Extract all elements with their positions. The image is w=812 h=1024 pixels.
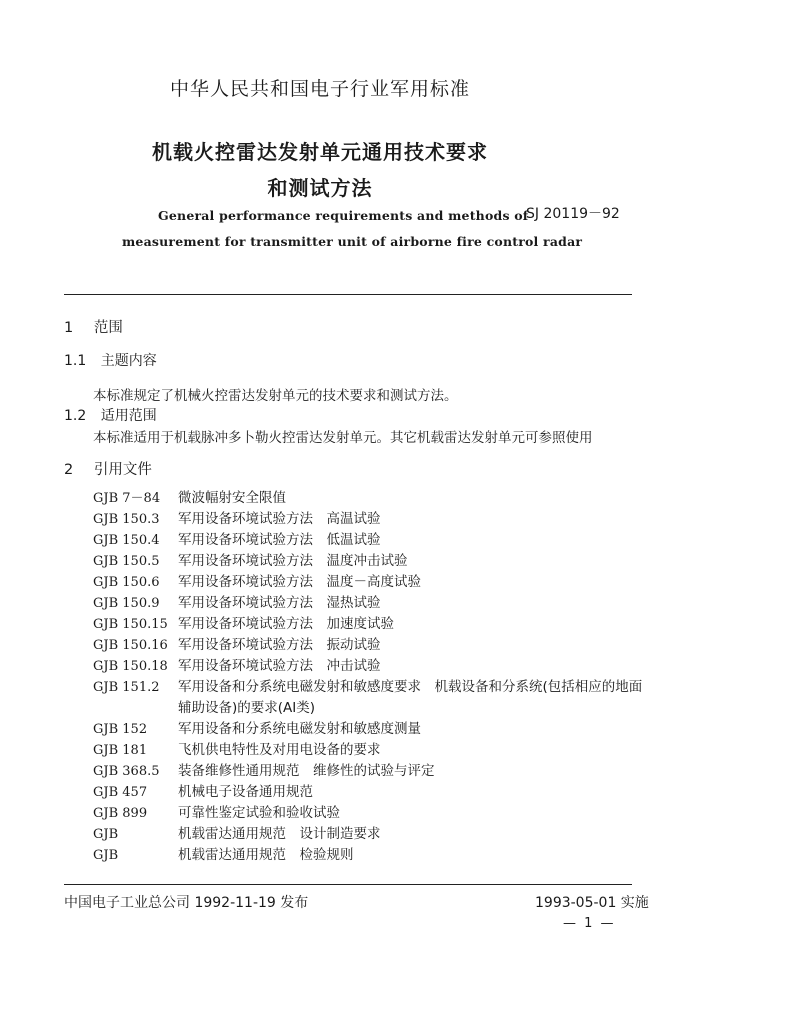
standard-number: SJ 20119－92 xyxy=(526,206,620,222)
section-title: 适用范围 xyxy=(100,408,157,424)
header-divider xyxy=(64,294,632,295)
reference-item xyxy=(93,551,653,572)
reference-code: GJB xyxy=(93,848,119,863)
document-title-line1: 机载火控雷达发射单元通用技术要求 xyxy=(152,140,488,164)
english-title-line1: General performance requirements and methods of xyxy=(158,208,529,223)
page-number: — 1 — xyxy=(563,916,616,931)
reference-item xyxy=(93,824,653,845)
reference-code: GJB 150.5 xyxy=(93,554,160,569)
reference-code: GJB 150.6 xyxy=(93,575,160,590)
section-1-1-text: 本标准规定了机械火控雷达发射单元的技术要求和测试方法。 xyxy=(93,388,458,404)
reference-code: GJB 368.5 xyxy=(93,764,160,779)
section-1-2-heading xyxy=(64,405,157,425)
reference-item xyxy=(93,803,653,824)
reference-item xyxy=(93,614,653,635)
issuer-date: 中国电子工业总公司 1992-11-19 发布 xyxy=(64,895,309,911)
reference-title: 军用设备和分系统电磁发射和敏感度测量 xyxy=(178,721,421,737)
effective-date: 1993-05-01 实施 xyxy=(535,895,649,911)
reference-title: 军用设备环境试验方法 冲击试验 xyxy=(178,658,381,674)
reference-item xyxy=(93,572,653,593)
section-1-2-text: 本标准适用于机载脉冲多卜勒火控雷达发射单元。其它机载雷达发射单元可参照使用 xyxy=(93,430,593,446)
reference-code: GJB 150.3 xyxy=(93,512,160,527)
section-number: 2 xyxy=(64,462,74,478)
reference-item xyxy=(93,593,653,614)
standard-series-title: 中华人民共和国电子行业军用标准 xyxy=(169,78,470,100)
section-1-heading xyxy=(64,316,123,337)
section-title: 范围 xyxy=(93,320,123,336)
reference-code: GJB 150.9 xyxy=(93,596,160,611)
reference-item xyxy=(93,635,653,656)
reference-item xyxy=(93,530,653,551)
reference-title: 机载雷达通用规范 设计制造要求 xyxy=(178,826,381,842)
reference-title: 飞机供电特性及对用电设备的要求 xyxy=(178,742,381,758)
section-title: 主题内容 xyxy=(100,353,157,369)
reference-item xyxy=(93,677,653,719)
reference-title: 机载雷达通用规范 检验规则 xyxy=(178,847,354,863)
footer-divider xyxy=(64,884,632,885)
reference-title: 装备维修性通用规范 维修性的试验与评定 xyxy=(178,763,435,779)
reference-item xyxy=(93,509,653,530)
reference-item xyxy=(93,740,653,761)
reference-item xyxy=(93,761,653,782)
section-number: 1.2 xyxy=(64,408,87,424)
reference-item xyxy=(93,719,653,740)
reference-item xyxy=(93,782,653,803)
reference-title: 军用设备和分系统电磁发射和敏感度要求 机载设备和分系统(包括相应的地面辅助设备)的要求(AI类) xyxy=(178,679,643,716)
reference-title: 机械电子设备通用规范 xyxy=(178,784,313,800)
reference-code: GJB 151.2 xyxy=(93,680,160,695)
section-number: 1.1 xyxy=(64,353,87,369)
reference-code: GJB 150.15 xyxy=(93,617,168,632)
reference-title: 可靠性鉴定试验和验收试验 xyxy=(178,805,340,821)
reference-item xyxy=(93,656,653,677)
reference-code: GJB 899 xyxy=(93,806,148,821)
reference-list xyxy=(93,488,653,866)
reference-code: GJB 181 xyxy=(93,743,148,758)
reference-title: 军用设备环境试验方法 加速度试验 xyxy=(178,616,394,632)
reference-code: GJB xyxy=(93,827,119,842)
section-2-heading xyxy=(64,458,152,479)
reference-title: 军用设备环境试验方法 温度－高度试验 xyxy=(178,574,421,590)
reference-item xyxy=(93,488,653,509)
reference-code: GJB 457 xyxy=(93,785,148,800)
reference-title: 军用设备环境试验方法 高温试验 xyxy=(178,511,381,527)
document-title-line2: 和测试方法 xyxy=(267,176,373,200)
reference-code: GJB 150.4 xyxy=(93,533,160,548)
reference-title: 军用设备环境试验方法 低温试验 xyxy=(178,532,381,548)
section-title: 引用文件 xyxy=(93,462,152,478)
section-1-1-heading xyxy=(64,350,157,370)
reference-title: 军用设备环境试验方法 振动试验 xyxy=(178,637,381,653)
reference-code: GJB 7－84 xyxy=(93,491,161,506)
reference-title: 军用设备环境试验方法 温度冲击试验 xyxy=(178,553,408,569)
reference-code: GJB 152 xyxy=(93,722,148,737)
reference-code: GJB 150.18 xyxy=(93,659,168,674)
reference-title: 军用设备环境试验方法 湿热试验 xyxy=(178,595,381,611)
english-title-line2: measurement for transmitter unit of airborne fire control radar xyxy=(122,234,583,249)
reference-code: GJB 150.16 xyxy=(93,638,168,653)
reference-item xyxy=(93,845,653,866)
reference-title: 微波幅射安全限值 xyxy=(178,490,286,506)
section-number: 1 xyxy=(64,320,74,336)
